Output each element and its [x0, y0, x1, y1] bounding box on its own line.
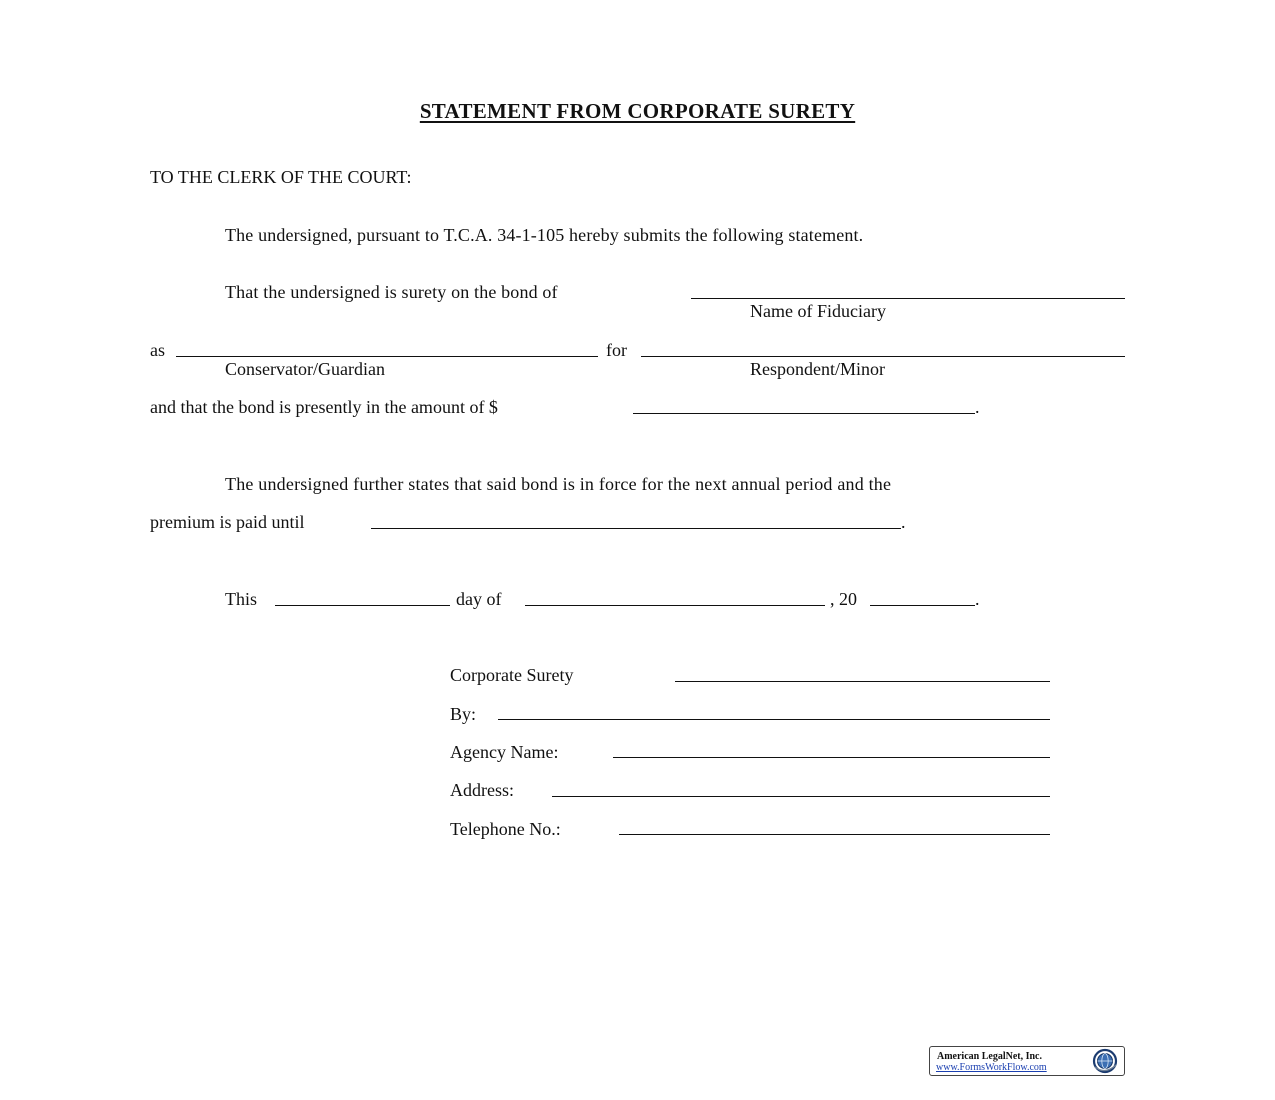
amount-line-text: and that the bond is presently in the amount of $	[150, 397, 498, 417]
agency-name-label: Agency Name:	[450, 742, 559, 762]
date-year-label: , 20	[830, 589, 857, 609]
conservator-guardian-field[interactable]	[176, 356, 598, 357]
respondent-minor-field[interactable]	[641, 356, 1125, 357]
page-title: STATEMENT FROM CORPORATE SURETY	[419, 99, 856, 123]
telephone-field[interactable]	[619, 834, 1050, 835]
further-states-text: The undersigned further states that said bond is in force for the next annual period and the	[225, 474, 892, 494]
surety-line-text: That the undersigned is surety on the bond of	[225, 282, 558, 302]
footer-logo	[929, 1046, 1125, 1076]
amount-period: .	[975, 397, 980, 417]
month-field[interactable]	[525, 605, 825, 606]
footer-url-link[interactable]: www.FormsWorkFlow.com	[936, 1062, 1047, 1073]
date-day-of-label: day of	[456, 589, 502, 609]
globe-logo-icon	[1088, 1048, 1122, 1074]
agency-name-field[interactable]	[613, 757, 1050, 758]
footer-company: American LegalNet, Inc.	[937, 1051, 1042, 1062]
bond-amount-field[interactable]	[633, 413, 975, 414]
date-this-label: This	[225, 589, 258, 609]
by-field[interactable]	[498, 719, 1050, 720]
statement-paragraph: The undersigned, pursuant to T.C.A. 34-1-105 hereby submits the following statement.	[225, 225, 864, 245]
as-label: as	[150, 340, 165, 360]
address-label: Address:	[450, 780, 514, 800]
date-period: .	[975, 589, 980, 609]
fiduciary-name-field[interactable]	[691, 298, 1125, 299]
fiduciary-label: Name of Fiduciary	[750, 301, 886, 321]
conservator-label: Conservator/Guardian	[225, 359, 385, 379]
salutation: TO THE CLERK OF THE COURT:	[150, 167, 412, 187]
premium-period: .	[901, 512, 906, 532]
premium-line-text: premium is paid until	[150, 512, 305, 532]
respondent-label: Respondent/Minor	[750, 359, 885, 379]
address-field[interactable]	[552, 796, 1050, 797]
by-label: By:	[450, 704, 477, 724]
telephone-label: Telephone No.:	[450, 819, 561, 839]
corporate-surety-field[interactable]	[675, 681, 1050, 682]
premium-paid-until-field[interactable]	[371, 528, 901, 529]
year-field[interactable]	[870, 605, 975, 606]
for-label: for	[606, 340, 627, 360]
corporate-surety-label: Corporate Surety	[450, 665, 574, 685]
day-field[interactable]	[275, 605, 450, 606]
